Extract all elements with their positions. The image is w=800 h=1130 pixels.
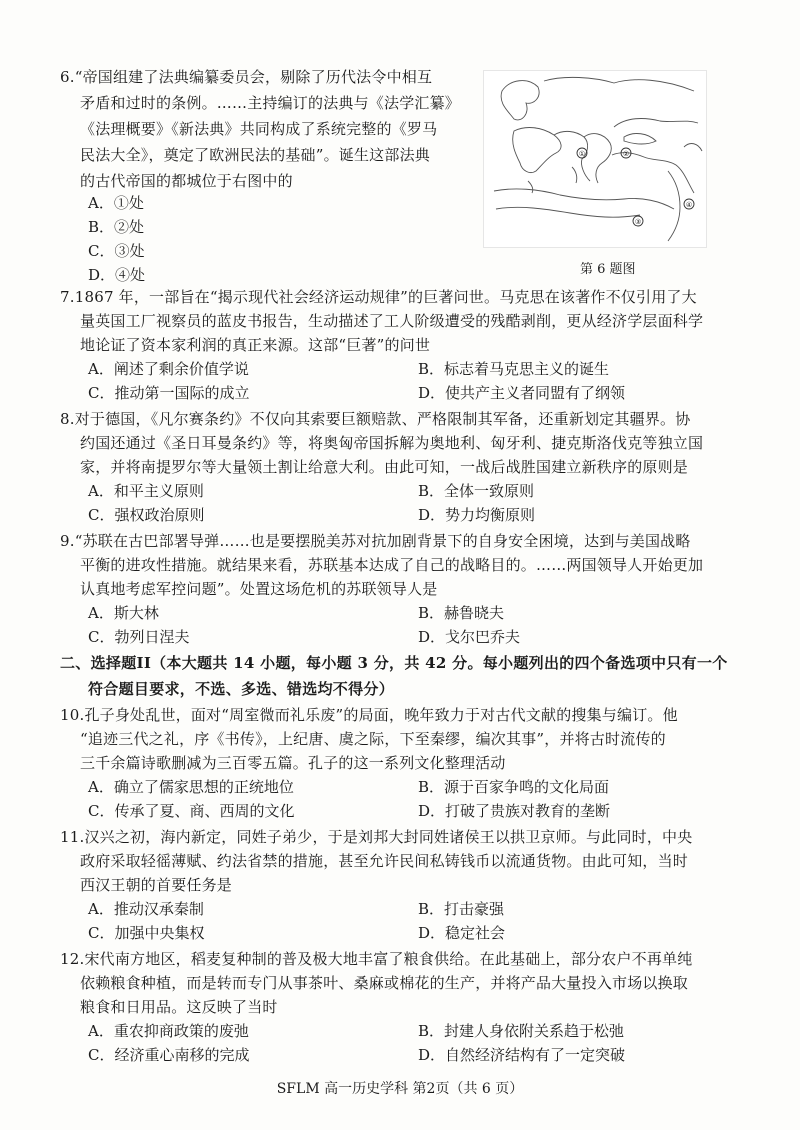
q6-line-4: 民法大全》，奠定了欧洲民法的基础”。诞生这部法典 <box>80 146 430 164</box>
q12-line-1: 12.宋代南方地区，稻麦复种制的普及极大地丰富了粮食供给。在此基础上，部分农户不再单纯 <box>60 950 693 968</box>
q12-option-c: C．经济重心南移的完成 <box>88 1046 250 1064</box>
q8-line-2: 约国还通过《圣日耳曼条约》等，将奥匈帝国拆解为奥地利、匈牙利、捷克斯洛伐克等独立国 <box>80 434 704 452</box>
q8-option-c: C．强权政治原则 <box>88 506 205 524</box>
map-marker-1: ① <box>578 150 586 158</box>
q6-option-d: D．④处 <box>88 266 146 284</box>
mediterranean-map <box>483 70 707 248</box>
q8-option-a: A．和平主义原则 <box>88 482 204 500</box>
q10-option-b: B．源于百家争鸣的文化局面 <box>418 778 610 796</box>
q9-line-1: 9.“苏联在古巴部署导弹……也是要摆脱美苏对抗加剧背景下的自身安全困境，达到与美国战略 <box>60 532 691 550</box>
q6-line-1: 6.“帝国组建了法典编纂委员会，剔除了历代法令中相互 <box>60 68 433 86</box>
q10-line-1: 10.孔子身处乱世，面对“周室微而礼乐废”的局面，晚年致力于对古代文献的搜集与编订。他 <box>60 706 678 724</box>
q9-option-d: D．戈尔巴乔夫 <box>418 628 521 646</box>
q7-option-d: D．使共产主义者同盟有了纲领 <box>418 384 626 402</box>
q6-option-b: B．②处 <box>88 218 145 236</box>
q7-line-3: 地论证了资本家利润的真正来源。这部“巨著”的问世 <box>80 336 431 354</box>
q9-option-a: A．斯大林 <box>88 604 159 622</box>
q11-option-c: C．加强中央集权 <box>88 924 205 942</box>
q9-option-c: C．勃列日涅夫 <box>88 628 190 646</box>
q7-line-2: 量英国工厂视察员的蓝皮书报告，生动描述了工人阶级遭受的残酷剥削，更从经济学层面科学 <box>80 312 704 330</box>
q6-option-a: A．①处 <box>88 194 144 212</box>
map-marker-3: ③ <box>634 218 642 226</box>
q6-line-3: 《法理概要》《新法典》共同构成了系统完整的《罗马 <box>80 120 438 138</box>
q11-line-3: 西汉王朝的首要任务是 <box>80 876 233 894</box>
q6-option-c: C．③处 <box>88 242 145 260</box>
q8-option-b: B．全体一致原则 <box>418 482 535 500</box>
map-outline <box>484 71 706 247</box>
q7-option-b: B．标志着马克思主义的诞生 <box>418 360 610 378</box>
q6-line-5: 的古代帝国的都城位于右图中的 <box>80 172 293 190</box>
q7-option-c: C．推动第一国际的成立 <box>88 384 250 402</box>
q10-option-c: C．传承了夏、商、西周的文化 <box>88 802 295 820</box>
q9-option-b: B．赫鲁晓夫 <box>418 604 505 622</box>
q10-line-2: “追迹三代之礼，序《书传》，上纪唐、虞之际，下至秦缪，编次其事”，并将古时流传的 <box>80 730 666 748</box>
q11-option-a: A．推动汉承秦制 <box>88 900 204 918</box>
section-2-heading: 二、选择题II（本大题共 14 小题，每小题 3 分，共 42 分。每小题列出的四个备选项中只有一个 <box>60 654 728 672</box>
q10-line-3: 三千余篇诗歌删减为三百零五篇。孔子的这一系列文化整理活动 <box>80 754 506 772</box>
q10-option-a: A．确立了儒家思想的正统地位 <box>88 778 294 796</box>
q7-option-a: A．阐述了剩余价值学说 <box>88 360 249 378</box>
q6-line-2: 矛盾和过时的条例。……主持编订的法典与《法学汇纂》 <box>80 94 461 112</box>
q8-line-1: 8.对于德国，《凡尔赛条约》不仅向其索要巨额赔款、严格限制其军备，还重新划定其疆界。协 <box>60 410 691 428</box>
q11-option-d: D．稳定社会 <box>418 924 506 942</box>
q10-option-d: D．打破了贵族对教育的垄断 <box>418 802 611 820</box>
map-marker-2: ② <box>622 150 630 158</box>
section-2-heading-cont: 符合题目要求，不选、多选、错选均不得分） <box>88 680 395 698</box>
q9-line-2: 平衡的进攻性措施。就结果来看，苏联基本达成了自己的战略目的。……两国领导人开始更加 <box>80 556 704 574</box>
q12-line-2: 依赖粮食种植，而是转而专门从事茶叶、桑麻或棉花的生产，并将产品大量投入市场以换取 <box>80 974 689 992</box>
q7-line-1: 7.1867 年，一部旨在“揭示现代社会经济运动规律”的巨著问世。马克思在该著作不仅引用了大 <box>60 288 697 306</box>
q12-option-b: B．封建人身依附关系趋于松弛 <box>418 1022 625 1040</box>
page-footer: SFLM 高一历史学科 第2页（共 6 页） <box>276 1081 524 1097</box>
figure-caption: 第 6 题图 <box>580 262 636 277</box>
q11-line-2: 政府采取轻徭薄赋、约法省禁的措施，甚至允许民间私铸钱币以流通货物。由此可知，当时 <box>80 852 689 870</box>
q9-line-3: 认真地考虑军控问题”。处置这场危机的苏联领导人是 <box>80 580 438 598</box>
q12-line-3: 粮食和日用品。这反映了当时 <box>80 998 278 1016</box>
q11-line-1: 11.汉兴之初，海内新定，同姓子弟少，于是刘邦大封同姓诸侯王以拱卫京师。与此同时，中央 <box>60 828 693 846</box>
map-marker-4: ④ <box>685 201 693 209</box>
q11-option-b: B．打击豪强 <box>418 900 505 918</box>
q8-option-d: D．势力均衡原则 <box>418 506 536 524</box>
q12-option-a: A．重农抑商政策的废弛 <box>88 1022 249 1040</box>
q8-line-3: 家，并将南提罗尔等大量领土割让给意大利。由此可知，一战后战胜国建立新秩序的原则是 <box>80 458 689 476</box>
q12-option-d: D．自然经济结构有了一定突破 <box>418 1046 626 1064</box>
